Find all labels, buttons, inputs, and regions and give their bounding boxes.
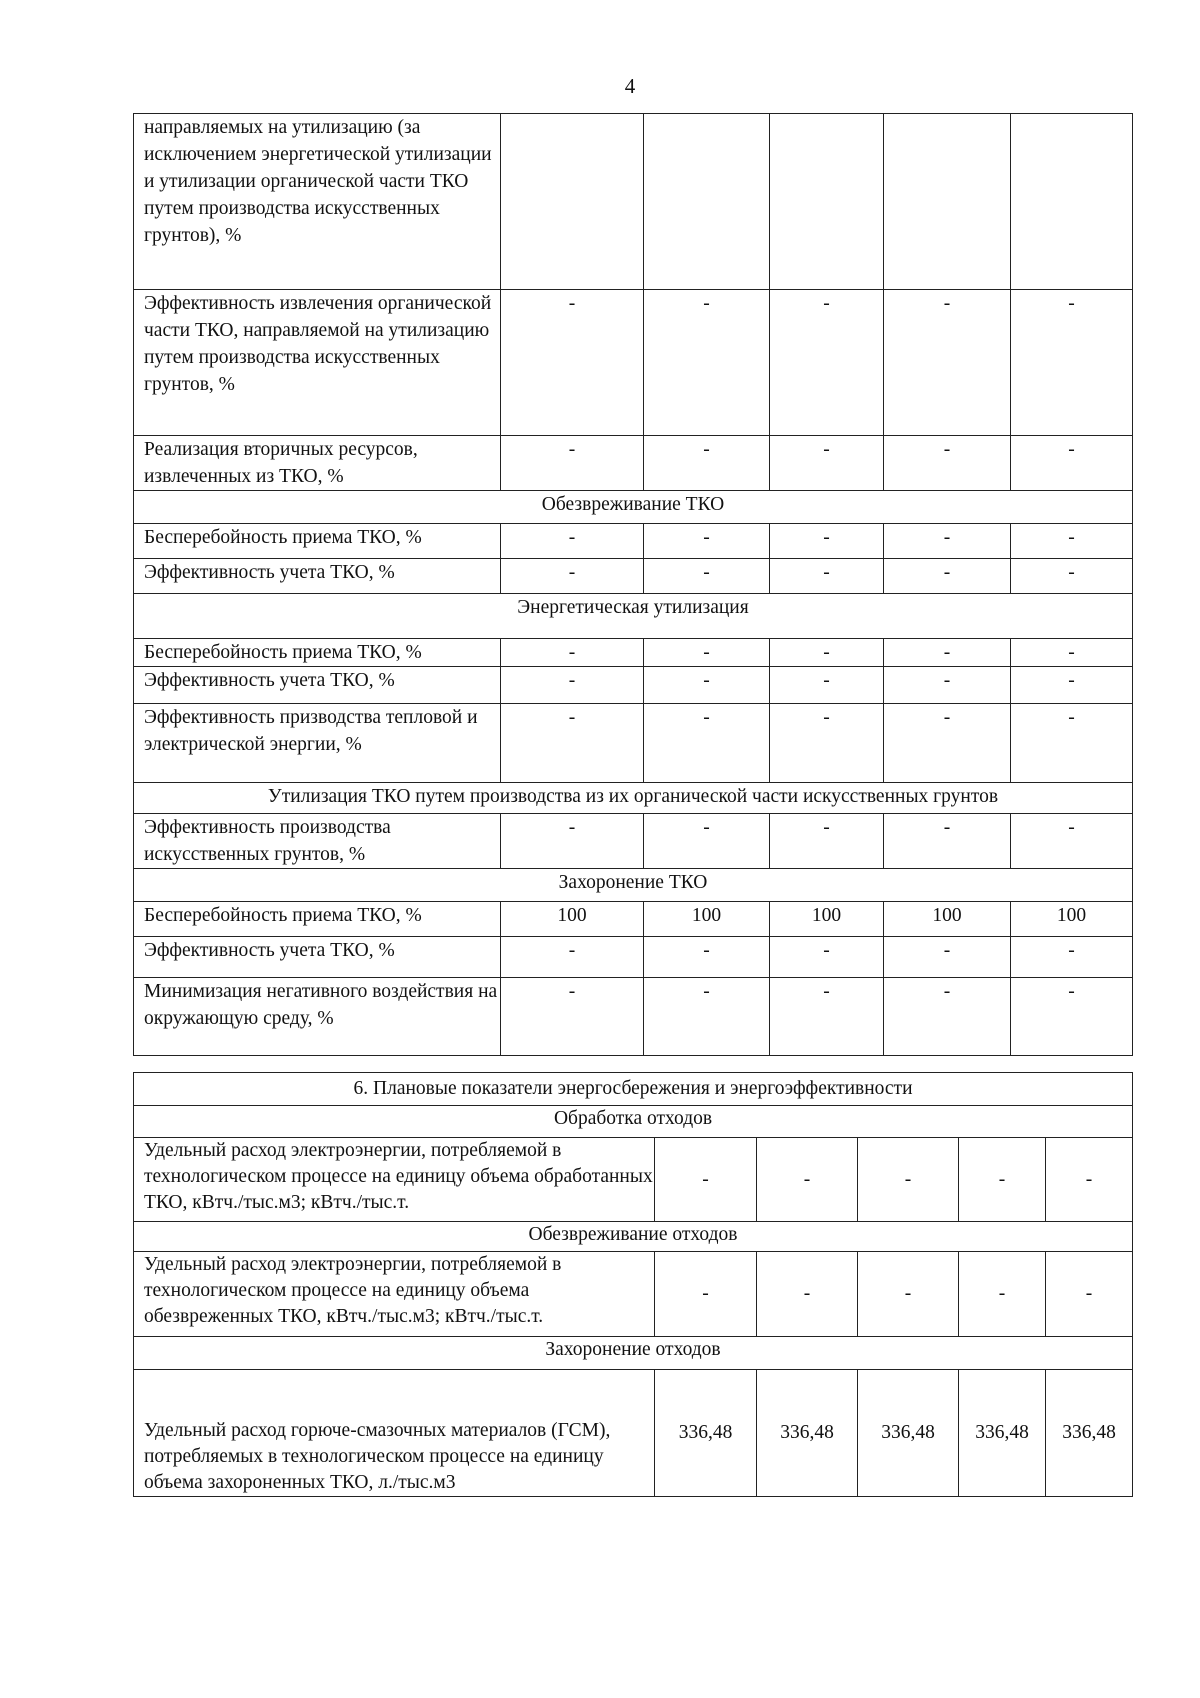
value-cell: - bbox=[1011, 814, 1133, 869]
indicator-label: Удельный расход горюче-смазочных материалов (ГСМ), потребляемых в технологическом процессе на единицу объема захороненных ТКО, л./тыс.м3 bbox=[134, 1370, 655, 1497]
value-cell: - bbox=[770, 814, 884, 869]
section-row bbox=[134, 1106, 1133, 1138]
value-cell: 336,48 bbox=[655, 1370, 757, 1497]
value-cell: - bbox=[644, 667, 770, 704]
value-cell: - bbox=[655, 1138, 757, 1222]
value-cell: - bbox=[501, 704, 644, 783]
section-row bbox=[134, 783, 1133, 814]
table-row bbox=[134, 639, 1133, 667]
table-row bbox=[134, 290, 1133, 436]
value-cell: 336,48 bbox=[858, 1370, 959, 1497]
value-cell: - bbox=[959, 1252, 1046, 1337]
value-cell: - bbox=[644, 704, 770, 783]
value-cell: - bbox=[644, 814, 770, 869]
value-cell: - bbox=[884, 639, 1011, 667]
value-cell: - bbox=[770, 704, 884, 783]
value-cell: - bbox=[644, 559, 770, 594]
value-cell: - bbox=[644, 290, 770, 436]
value-cell bbox=[770, 114, 884, 290]
section-row bbox=[134, 594, 1133, 639]
value-cell: - bbox=[1011, 436, 1133, 491]
value-cell bbox=[501, 114, 644, 290]
section-row bbox=[134, 491, 1133, 524]
indicator-label: Эффективность учета ТКО, % bbox=[134, 667, 501, 704]
indicator-label: Эффективность учета ТКО, % bbox=[134, 559, 501, 594]
value-cell: - bbox=[884, 559, 1011, 594]
value-cell: - bbox=[884, 978, 1011, 1056]
page-number: 4 bbox=[624, 74, 636, 98]
value-cell: - bbox=[501, 559, 644, 594]
indicator-label: Эффективность учета ТКО, % bbox=[134, 937, 501, 978]
value-cell: - bbox=[501, 978, 644, 1056]
value-cell: - bbox=[770, 290, 884, 436]
indicator-label: Минимизация негативного воздействия на окружающую среду, % bbox=[134, 978, 501, 1056]
table-row bbox=[134, 1138, 1133, 1222]
value-cell: - bbox=[884, 667, 1011, 704]
table-row bbox=[134, 1252, 1133, 1337]
value-cell: 336,48 bbox=[757, 1370, 858, 1497]
table-row bbox=[134, 902, 1133, 937]
value-cell: - bbox=[655, 1252, 757, 1337]
value-cell bbox=[644, 114, 770, 290]
value-cell: - bbox=[858, 1138, 959, 1222]
table-row bbox=[134, 1370, 1133, 1497]
section-row bbox=[134, 1222, 1133, 1252]
table-row bbox=[134, 704, 1133, 783]
table-row bbox=[134, 937, 1133, 978]
value-cell: - bbox=[1011, 704, 1133, 783]
section-title: Обработка отходов bbox=[134, 1106, 1133, 1138]
value-cell: - bbox=[501, 524, 644, 559]
value-cell: - bbox=[884, 436, 1011, 491]
section-title: Захоронение отходов bbox=[134, 1337, 1133, 1370]
value-cell: - bbox=[644, 937, 770, 978]
value-cell: - bbox=[1011, 978, 1133, 1056]
value-cell: - bbox=[770, 559, 884, 594]
value-cell: - bbox=[884, 704, 1011, 783]
value-cell: - bbox=[884, 524, 1011, 559]
value-cell: - bbox=[501, 667, 644, 704]
value-cell: - bbox=[1011, 639, 1133, 667]
value-cell: 100 bbox=[1011, 902, 1133, 937]
value-cell: - bbox=[644, 524, 770, 559]
table-row bbox=[134, 667, 1133, 704]
value-cell: 336,48 bbox=[1046, 1370, 1133, 1497]
value-cell: - bbox=[644, 639, 770, 667]
value-cell: - bbox=[884, 290, 1011, 436]
indicator-label: Реализация вторичных ресурсов, извлеченных из ТКО, % bbox=[134, 436, 501, 491]
value-cell: - bbox=[770, 667, 884, 704]
value-cell: - bbox=[501, 814, 644, 869]
value-cell: - bbox=[1011, 524, 1133, 559]
value-cell: 100 bbox=[884, 902, 1011, 937]
indicators-table bbox=[133, 113, 1133, 1056]
value-cell: - bbox=[1046, 1138, 1133, 1222]
section-title: Энергетическая утилизация bbox=[134, 594, 1133, 639]
indicator-label: Эффективность производства искусственных грунтов, % bbox=[134, 814, 501, 869]
value-cell: - bbox=[757, 1138, 858, 1222]
section-row bbox=[134, 1337, 1133, 1370]
energy-efficiency-table bbox=[133, 1072, 1133, 1497]
value-cell: - bbox=[501, 290, 644, 436]
value-cell: 100 bbox=[644, 902, 770, 937]
value-cell: - bbox=[959, 1138, 1046, 1222]
indicator-label: Эффективность извлечения органической части ТКО, направляемой на утилизацию путем производства искусственных грунтов, % bbox=[134, 290, 501, 436]
value-cell: - bbox=[757, 1252, 858, 1337]
value-cell: - bbox=[1011, 290, 1133, 436]
value-cell: - bbox=[1011, 559, 1133, 594]
table-title: 6. Плановые показатели энергосбережения и энергоэффективности bbox=[134, 1073, 1133, 1106]
section-row bbox=[134, 869, 1133, 902]
table-row bbox=[134, 978, 1133, 1056]
indicator-label: Удельный расход электроэнергии, потребляемой в технологическом процессе на единицу объема обработанных ТКО, кВтч./тыс.м3; кВтч./тыс.т. bbox=[134, 1138, 655, 1222]
table-row bbox=[134, 559, 1133, 594]
table-row bbox=[134, 524, 1133, 559]
indicator-label: Бесперебойность приема ТКО, % bbox=[134, 902, 501, 937]
value-cell: - bbox=[770, 639, 884, 667]
indicator-label: Бесперебойность приема ТКО, % bbox=[134, 639, 501, 667]
value-cell: - bbox=[884, 937, 1011, 978]
value-cell: - bbox=[1011, 937, 1133, 978]
value-cell: 336,48 bbox=[959, 1370, 1046, 1497]
indicator-label: направляемых на утилизацию (за исключением энергетической утилизации и утилизации органической части ТКО путем производства искусственных грунтов), % bbox=[134, 114, 501, 290]
value-cell: - bbox=[770, 436, 884, 491]
value-cell: - bbox=[1011, 667, 1133, 704]
indicator-label: Удельный расход электроэнергии, потребляемой в технологическом процессе на единицу объема обезвреженных ТКО, кВтч./тыс.м3; кВтч./тыс.т. bbox=[134, 1252, 655, 1337]
table-title-row bbox=[134, 1073, 1133, 1106]
value-cell: - bbox=[644, 978, 770, 1056]
value-cell: - bbox=[644, 436, 770, 491]
table-row bbox=[134, 114, 1133, 290]
value-cell: 100 bbox=[501, 902, 644, 937]
value-cell bbox=[1011, 114, 1133, 290]
table-row bbox=[134, 814, 1133, 869]
value-cell: - bbox=[501, 639, 644, 667]
value-cell: - bbox=[858, 1252, 959, 1337]
section-title: Обезвреживание ТКО bbox=[134, 491, 1133, 524]
value-cell: - bbox=[1046, 1252, 1133, 1337]
value-cell: - bbox=[501, 436, 644, 491]
value-cell: - bbox=[770, 978, 884, 1056]
value-cell: - bbox=[770, 937, 884, 978]
section-title: Обезвреживание отходов bbox=[134, 1222, 1133, 1252]
indicator-label: Эффективность призводства тепловой и электрической энергии, % bbox=[134, 704, 501, 783]
value-cell: - bbox=[770, 524, 884, 559]
value-cell: - bbox=[884, 814, 1011, 869]
value-cell: - bbox=[501, 937, 644, 978]
table-row bbox=[134, 436, 1133, 491]
value-cell: 100 bbox=[770, 902, 884, 937]
indicator-label: Бесперебойность приема ТКО, % bbox=[134, 524, 501, 559]
section-title: Захоронение ТКО bbox=[134, 869, 1133, 902]
value-cell bbox=[884, 114, 1011, 290]
section-title: Утилизация ТКО путем производства из их органической части искусственных грунтов bbox=[134, 783, 1133, 814]
